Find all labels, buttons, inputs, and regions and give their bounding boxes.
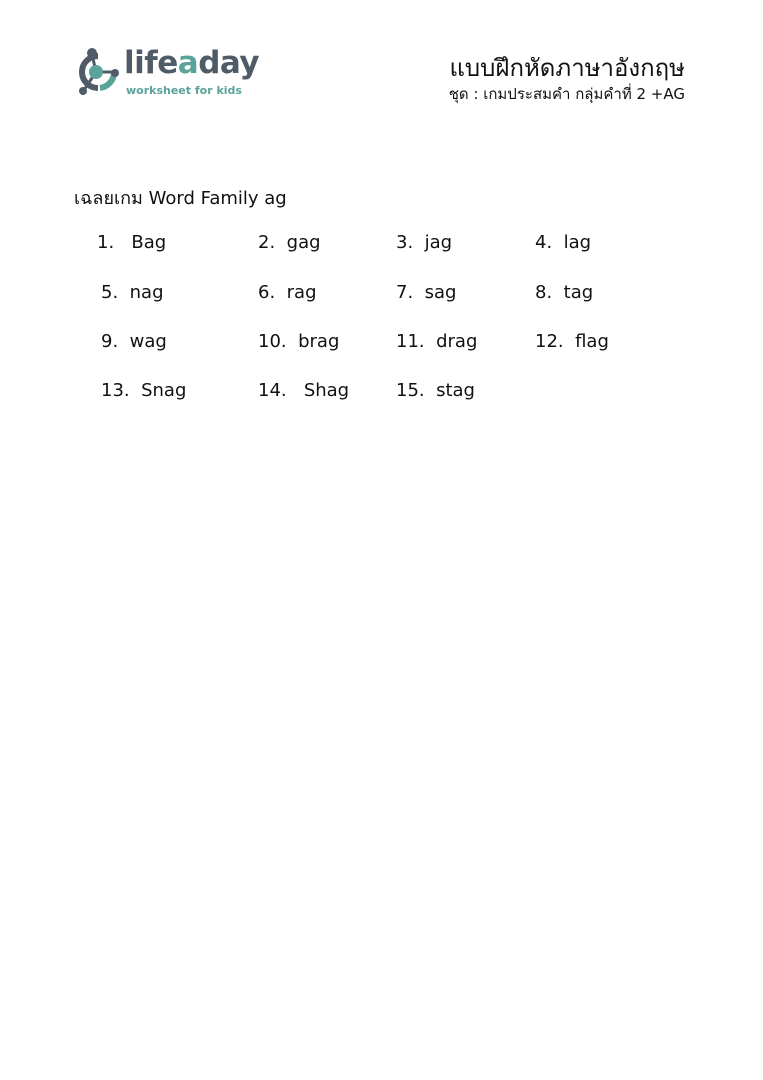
- logo-wordmark: lifeaday: [124, 45, 260, 81]
- answer-item: 7. sag: [396, 282, 457, 303]
- answer-item: 3. jag: [396, 232, 453, 253]
- answer-item: 10. brag: [258, 331, 340, 352]
- page-title: แบบฝึกหัดภาษาอังกฤษ: [449, 54, 685, 82]
- answer-item: 14. Shag: [258, 380, 350, 401]
- answer-item: 1. Bag: [97, 232, 167, 253]
- answer-item: 15. stag: [396, 380, 475, 401]
- lifeaday-logo: [74, 44, 264, 102]
- answer-key-heading: เฉลยเกม Word Family ag: [74, 188, 287, 209]
- page-subtitle: ชุด : เกมประสมคำ กลุ่มคำที่ 2 +AG: [448, 85, 685, 103]
- answer-item: 2. gag: [258, 232, 321, 253]
- answer-item: 13. Snag: [101, 380, 187, 401]
- answer-item: 6. rag: [258, 282, 317, 303]
- answer-item: 12. flag: [535, 331, 609, 352]
- molecule-logo-icon: [74, 46, 122, 98]
- answer-item: 11. drag: [396, 331, 478, 352]
- answer-item: 4. lag: [535, 232, 592, 253]
- answer-item: 9. wag: [101, 331, 167, 352]
- answer-item: 8. tag: [535, 282, 594, 303]
- logo-tagline: worksheet for kids: [126, 84, 242, 97]
- answer-item: 5. nag: [101, 282, 164, 303]
